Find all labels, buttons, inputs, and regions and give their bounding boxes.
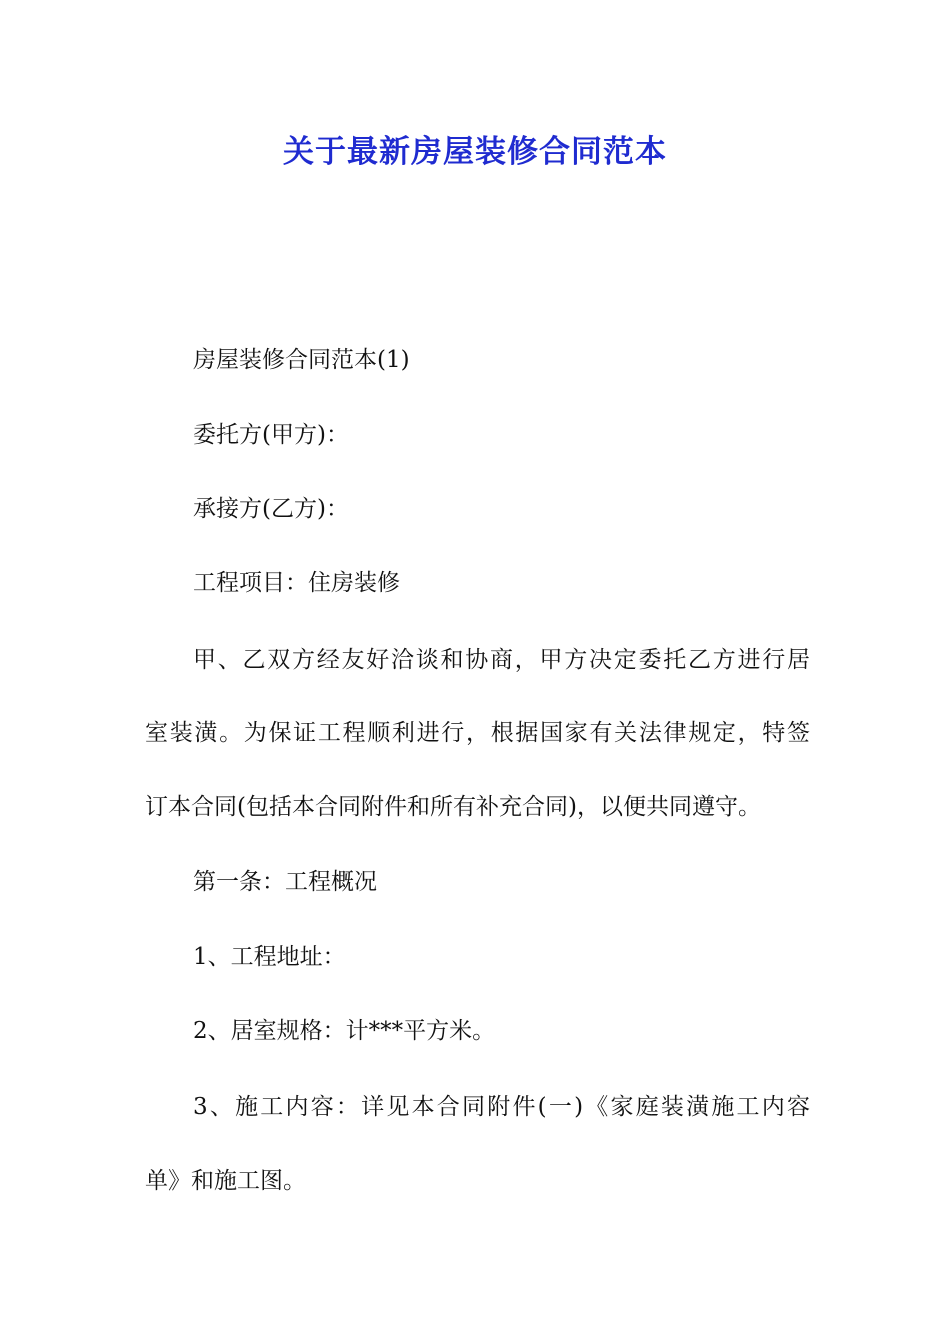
- article-one-heading: 第一条：工程概况: [193, 869, 377, 895]
- party-b-line: 承接方(乙方)：: [193, 496, 349, 522]
- project-line: 工程项目：住房装修: [193, 570, 400, 596]
- intro-paragraph-line-2: 室装潢。为保证工程顺利进行，根据国家有关法律规定，特签: [145, 720, 810, 746]
- contract-heading: 房屋装修合同范本(1): [193, 347, 410, 373]
- item-construction-content-line-2: 单》和施工图。: [145, 1168, 306, 1194]
- item-address: 1、工程地址：: [193, 944, 346, 970]
- intro-paragraph-line-1: 甲、乙双方经友好洽谈和协商，甲方决定委托乙方进行居: [193, 647, 810, 673]
- item-construction-content-line-1: 3、施工内容：详见本合同附件(一)《家庭装潢施工内容: [193, 1094, 810, 1120]
- item-room-spec: 2、居室规格：计***平方米。: [193, 1018, 496, 1044]
- document-title: 关于最新房屋装修合同范本: [283, 134, 667, 170]
- intro-paragraph-line-3: 订本合同(包括本合同附件和所有补充合同)，以便共同遵守。: [145, 794, 761, 820]
- party-a-line: 委托方(甲方)：: [193, 422, 349, 448]
